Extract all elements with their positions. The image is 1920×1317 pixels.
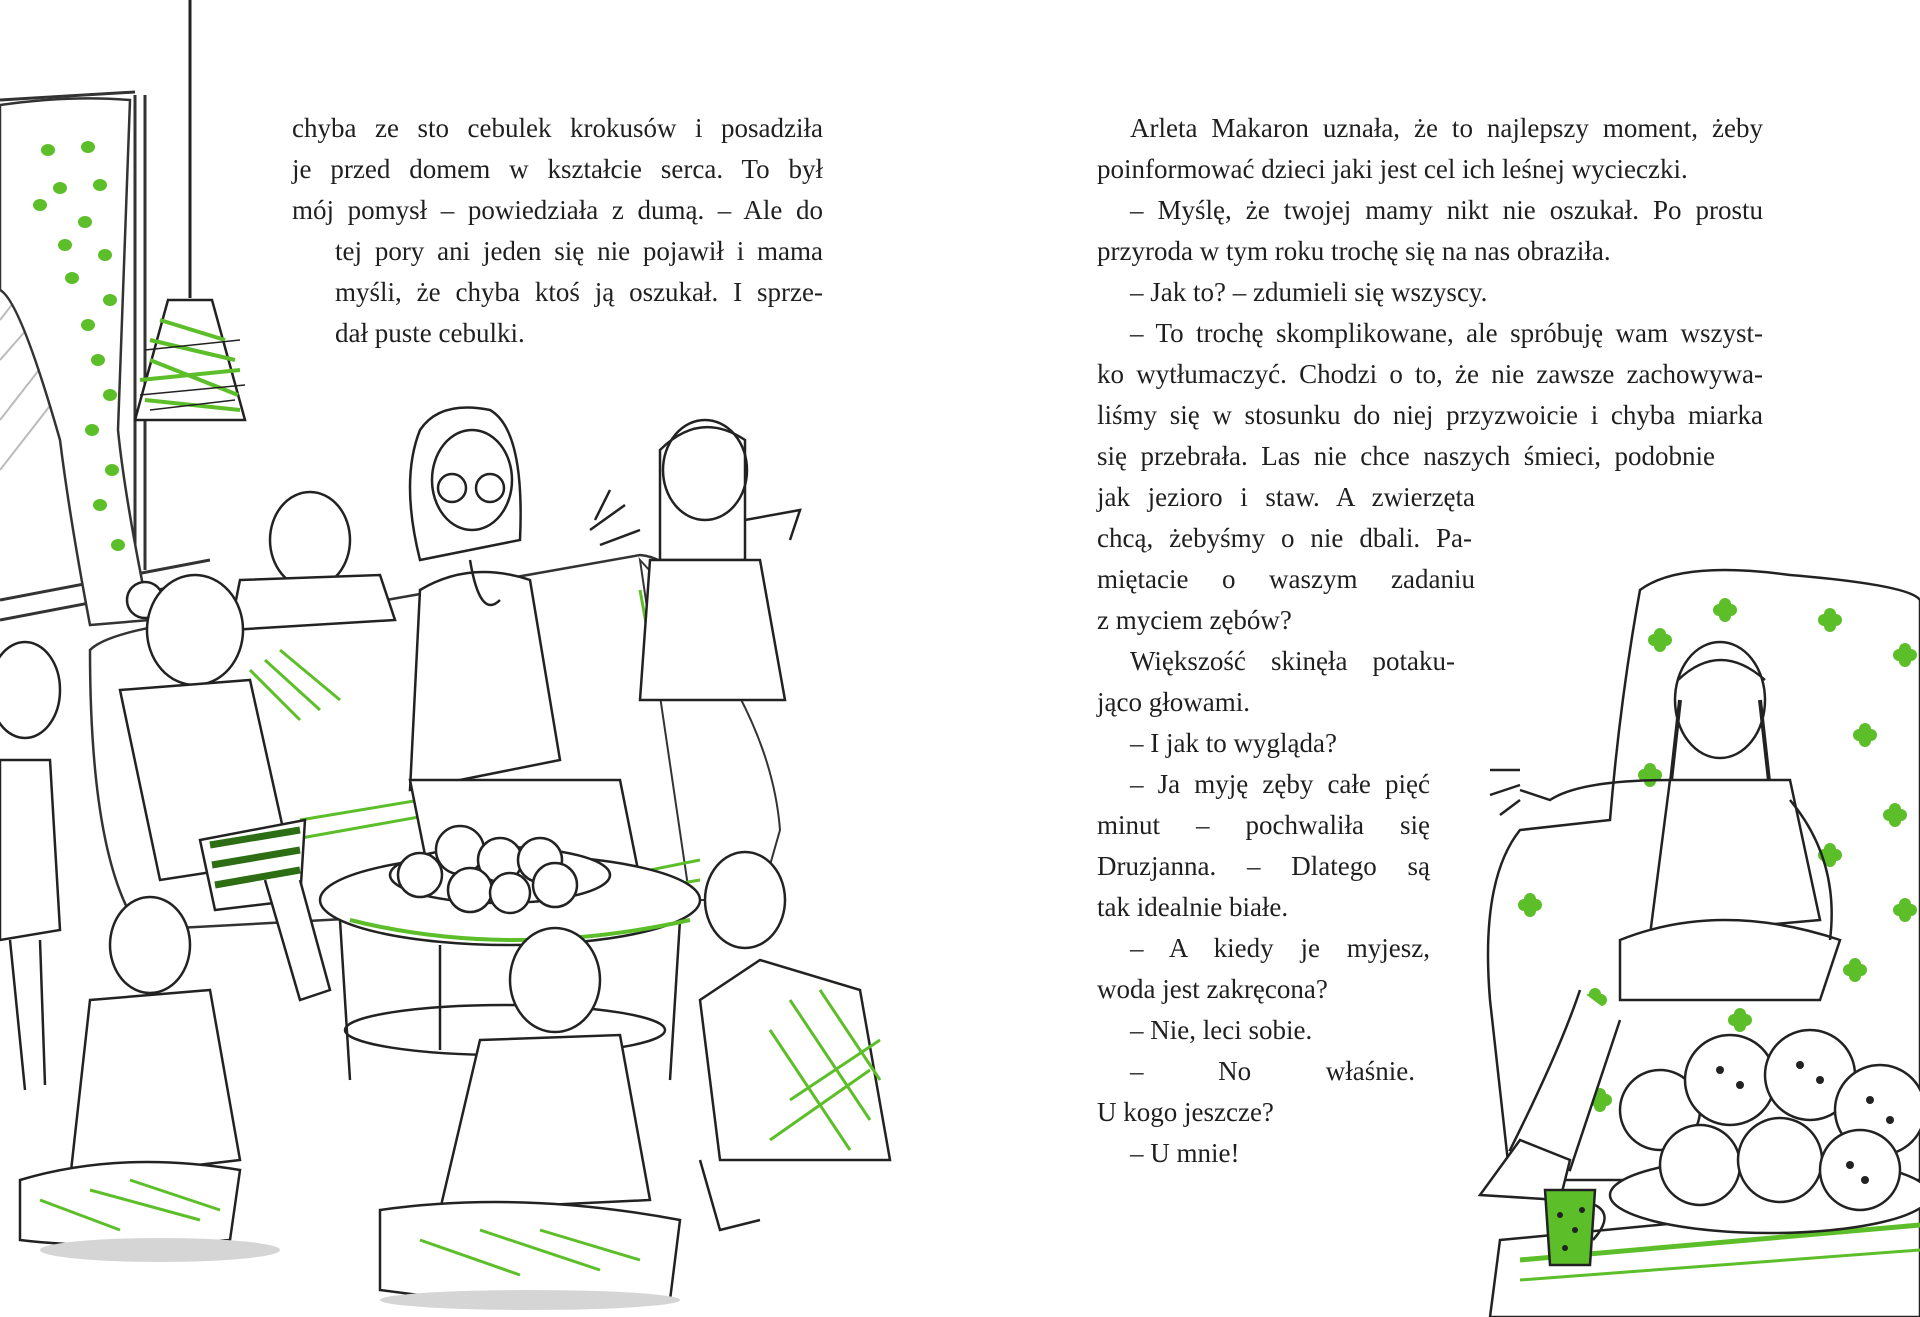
text-line: poinformować dzieci jaki jest cel ich leśnej wycieczki. — [1097, 154, 1688, 184]
text-line: z myciem zębów? — [1097, 605, 1292, 635]
text-line: minut – pochwaliła się — [1097, 810, 1430, 840]
text-line: – Myślę, że twojej mamy nikt nie oszukał. Po prostu — [1130, 195, 1763, 225]
text-line: – No właśnie. — [1130, 1056, 1415, 1086]
text-line: ko wytłumaczyć. Chodzi o to, że nie zawsze zachowywa- — [1097, 359, 1763, 389]
text-line: woda jest zakręcona? — [1097, 974, 1328, 1004]
text-line: się przebrała. Las nie chce naszych śmieci, podobnie — [1097, 441, 1715, 471]
text-line: myśli, że chyba ktoś ją oszukał. I sprze- — [335, 277, 823, 307]
text-line: liśmy się w stosunku do niej przyzwoicie i chyba miarka — [1097, 400, 1763, 430]
text-line: dał puste cebulki. — [335, 318, 525, 348]
text-line: – Nie, leci sobie. — [1130, 1015, 1313, 1045]
text-line: – Jak to? – zdumieli się wszyscy. — [1130, 277, 1488, 307]
text-line: – I jak to wygląda? — [1130, 728, 1337, 758]
text-line: przyroda w tym roku trochę się na nas obraziła. — [1097, 236, 1611, 266]
right-page — [960, 0, 1920, 1317]
text-line: – To trochę skomplikowane, ale spróbuję wam wszyst- — [1130, 318, 1763, 348]
text-line: jak jezioro i staw. A zwierzęta — [1097, 482, 1475, 512]
text-line: – Ja myję zęby całe pięć — [1130, 769, 1430, 799]
text-line: tak idealnie białe. — [1097, 892, 1289, 922]
text-line: mój pomysł – powiedziała z dumą. – Ale do — [292, 195, 823, 225]
text-line: tej pory ani jeden się nie pojawił i mama — [335, 236, 823, 266]
text-line: jąco głowami. — [1097, 687, 1250, 717]
text-line: chcą, żebyśmy o nie dbali. Pa- — [1097, 523, 1472, 553]
text-line: – A kiedy je myjesz, — [1130, 933, 1430, 963]
text-line: – U mnie! — [1130, 1138, 1240, 1168]
text-line: Arleta Makaron uznała, że to najlepszy moment, żeby — [1130, 113, 1763, 143]
text-line: chyba ze sto cebulek krokusów i posadziła — [292, 113, 823, 143]
text-line: je przed domem w kształcie serca. To był — [292, 154, 823, 184]
text-line: Większość skinęła potaku- — [1130, 646, 1455, 676]
text-line: miętacie o waszym zadaniu — [1097, 564, 1475, 594]
text-line: Druzjanna. – Dlatego są — [1097, 851, 1430, 881]
text-line: U kogo jeszcze? — [1097, 1097, 1274, 1127]
right-page-text — [960, 0, 1920, 1317]
